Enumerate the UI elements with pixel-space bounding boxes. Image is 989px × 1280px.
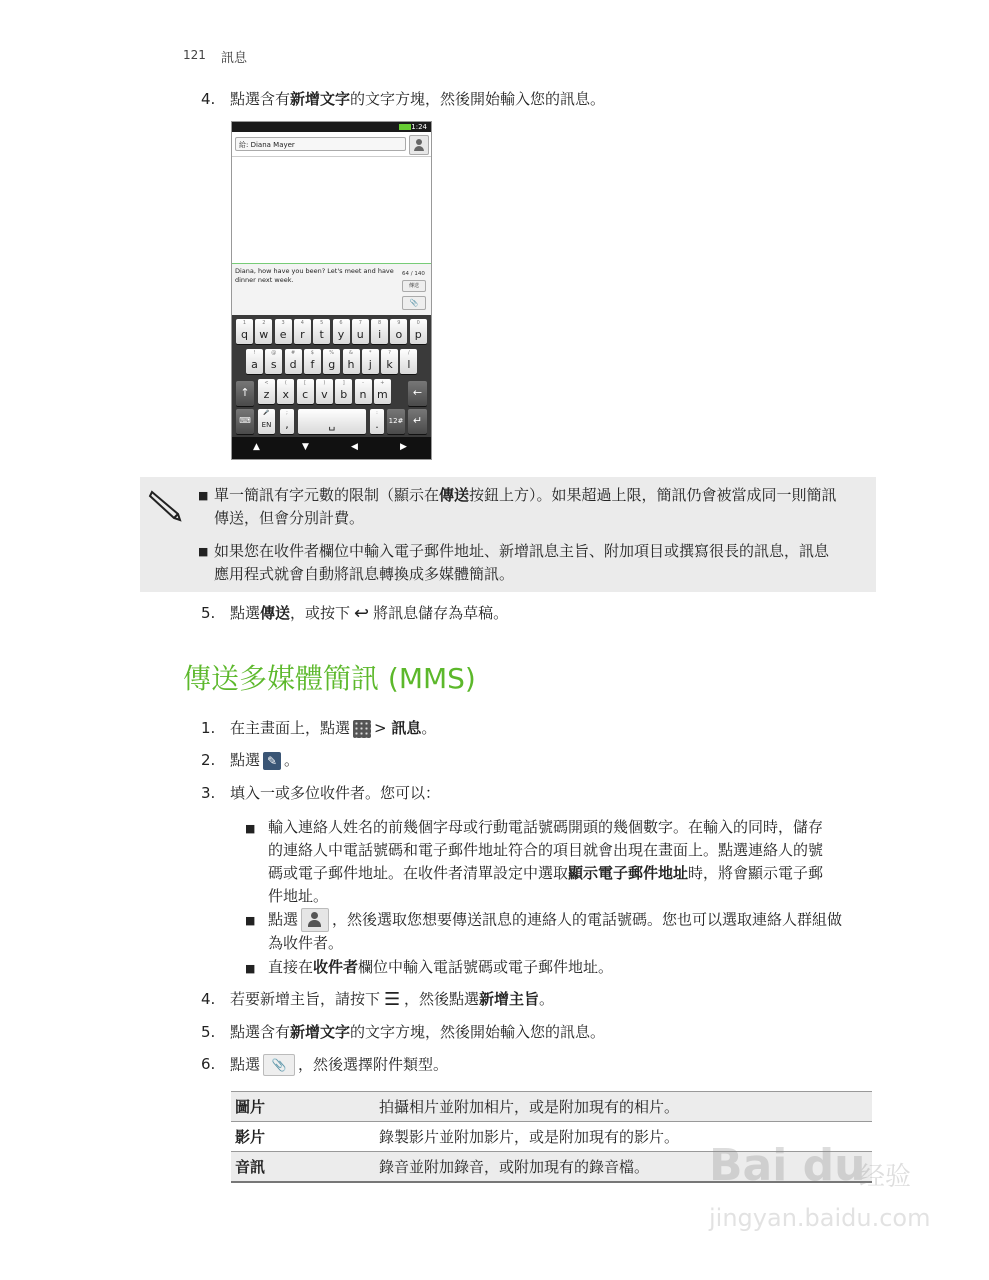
mms-step-1: 1. 在主畫面上，點選 > 訊息。 bbox=[201, 719, 437, 737]
compose-pencil-icon: ✎ bbox=[263, 752, 281, 770]
mms-step-6: 6. 點選 📎 ，然後選擇附件類型。 bbox=[201, 1054, 901, 1078]
nav-down-icon[interactable]: ▼ bbox=[302, 442, 309, 452]
sub-bullet-3: ■ bbox=[245, 962, 256, 975]
step-4-new-text: 4. 點選含有新增文字的文字方塊，然後開始輸入您的訊息。 bbox=[201, 90, 606, 108]
key-z[interactable]: < z bbox=[258, 379, 275, 404]
page-number: 121 bbox=[183, 48, 206, 62]
mms-step-5: 5. 點選含有新增文字的文字方塊，然後開始輸入您的訊息。 bbox=[201, 1023, 606, 1041]
key-k[interactable]: ? k bbox=[381, 349, 398, 374]
key-u[interactable]: 7 u bbox=[352, 319, 369, 344]
key-f[interactable]: $ f bbox=[304, 349, 321, 374]
phone-screenshot bbox=[231, 121, 432, 460]
key-m[interactable]: + m bbox=[374, 379, 391, 404]
mms-step-2: 2. 點選 ✎ 。 bbox=[201, 751, 300, 769]
language-key[interactable]: 🎤 EN bbox=[258, 409, 275, 434]
backspace-key[interactable]: ← bbox=[408, 381, 427, 406]
key-v[interactable]: ) v bbox=[316, 379, 333, 404]
period-key[interactable]: : . bbox=[370, 409, 384, 434]
compose-area[interactable] bbox=[232, 263, 431, 316]
key-i[interactable]: 8 i bbox=[371, 319, 388, 344]
contact-person-icon bbox=[301, 908, 329, 932]
contact-picker-icon[interactable] bbox=[409, 135, 429, 155]
mms-step-3: 3. 填入一或多位收件者。您可以： bbox=[201, 784, 441, 802]
key-d[interactable]: # d bbox=[285, 349, 302, 374]
sub-bullet-2: ■ bbox=[245, 914, 256, 927]
nav-right-icon[interactable]: ▶ bbox=[400, 442, 407, 452]
key-w[interactable]: 2 w bbox=[255, 319, 272, 344]
key-p[interactable]: 0 p bbox=[410, 319, 427, 344]
nav-up-icon[interactable]: ▲ bbox=[253, 442, 260, 452]
shift-key[interactable]: ↑ bbox=[236, 381, 254, 406]
paperclip-icon: 📎 bbox=[263, 1054, 295, 1076]
number-symbol-key[interactable]: 12# bbox=[387, 409, 405, 434]
enter-key[interactable]: ↵ bbox=[408, 409, 427, 434]
key-j[interactable]: * j bbox=[362, 349, 379, 374]
to-field[interactable]: 給: Diana Mayer bbox=[235, 137, 406, 151]
message-text[interactable]: Diana, how have you been? Let's meet and have dinner next week. bbox=[235, 267, 394, 284]
keyboard-settings-key[interactable]: ⌨ bbox=[236, 409, 254, 434]
key-s[interactable]: @ s bbox=[265, 349, 282, 374]
section-title: 傳送多媒體簡訊 (MMS) bbox=[183, 662, 476, 695]
send-button[interactable]: 傳送 bbox=[402, 280, 426, 292]
key-q[interactable]: 1 q bbox=[236, 319, 253, 344]
nav-left-icon[interactable]: ◀ bbox=[351, 442, 358, 452]
status-bar bbox=[232, 122, 431, 132]
char-counter: 64 / 140 bbox=[402, 271, 425, 277]
key-c[interactable]: [ c bbox=[297, 379, 314, 404]
back-icon: ↩ bbox=[354, 602, 370, 624]
step-5-send: 5. 點選傳送，或按下 ↩ 將訊息儲存為草稿。 bbox=[201, 602, 509, 624]
key-b[interactable]: ] b bbox=[335, 379, 352, 404]
space-key[interactable]: ␣ bbox=[298, 409, 366, 434]
attach-button[interactable]: 📎 bbox=[402, 296, 426, 310]
mms-step-4: 4. 若要新增主旨，請按下 ☰ ，然後點選新增主旨。 bbox=[201, 988, 555, 1010]
comma-key[interactable]: ; , bbox=[280, 409, 294, 434]
key-y[interactable]: 6 y bbox=[333, 319, 350, 344]
menu-icon: ☰ bbox=[383, 988, 401, 1010]
note-item-2: 如果您在收件者欄位中輸入電子郵件地址、新增訊息主旨、附加項目或撰寫很長的訊息，訊息 應用程式就會自動將訊息轉換成多媒體簡訊。 bbox=[214, 542, 830, 583]
sub-item-2: 點選 ，然後選取您想要傳送訊息的連絡人的電話號碼。您也可以選取連絡人群組做 為收件者。 bbox=[268, 908, 878, 955]
key-o[interactable]: 9 o bbox=[390, 319, 407, 344]
note-bullet-1: ■ bbox=[198, 489, 209, 502]
chapter-title: 訊息 bbox=[221, 51, 248, 66]
soft-keyboard bbox=[232, 315, 431, 459]
key-t[interactable]: 5 t bbox=[313, 319, 330, 344]
key-l[interactable]: / l bbox=[400, 349, 417, 374]
key-h[interactable]: & h bbox=[343, 349, 360, 374]
sub-item-3: 直接在收件者欄位中輸入電話號碼或電子郵件地址。 bbox=[268, 958, 614, 976]
key-e[interactable]: 3 e bbox=[275, 319, 292, 344]
key-a[interactable]: ! a bbox=[246, 349, 263, 374]
note-bullet-2: ■ bbox=[198, 545, 209, 558]
status-time: 1:24 bbox=[411, 123, 427, 131]
table-row: 圖片 拍攝相片並附加相片，或是附加現有的相片。 bbox=[231, 1092, 872, 1122]
note-item-1: 單一簡訊有字元數的限制（顯示在傳送按鈕上方）。如果超過上限，簡訊仍會被當成同一則簡訊 傳送，但會分別計費。 bbox=[214, 486, 837, 527]
key-g[interactable]: % g bbox=[323, 349, 340, 374]
battery-icon bbox=[399, 124, 411, 130]
table-row: 音訊 錄音並附加錄音，或附加現有的錄音檔。 bbox=[231, 1152, 872, 1183]
nav-bar bbox=[232, 437, 431, 459]
key-x[interactable]: ( x bbox=[277, 379, 294, 404]
key-r[interactable]: 4 r bbox=[294, 319, 311, 344]
key-n[interactable]: - n bbox=[355, 379, 372, 404]
pencil-note-icon bbox=[148, 486, 184, 522]
baidu-watermark: Bai du 经验 jingyan.baidu.com bbox=[709, 1140, 931, 1232]
sub-bullet-1: ■ bbox=[245, 822, 256, 835]
table-row: 影片 錄製影片並附加影片，或是附加現有的影片。 bbox=[231, 1122, 872, 1152]
sub-item-1: 輸入連絡人姓名的前幾個字母或行動電話號碼開頭的幾個數字。在輸入的同時，儲存 的連絡人中電話號碼和電子郵件地址符合的項目就會出現在畫面上。點選連絡人的號 碼或電子郵件地址。在收件者清單設定中選取顯示電子郵件地址時，將會顯示電子郵 件地址。 bbox=[268, 818, 824, 905]
all-apps-icon bbox=[353, 720, 371, 738]
message-thread-area bbox=[232, 156, 431, 263]
